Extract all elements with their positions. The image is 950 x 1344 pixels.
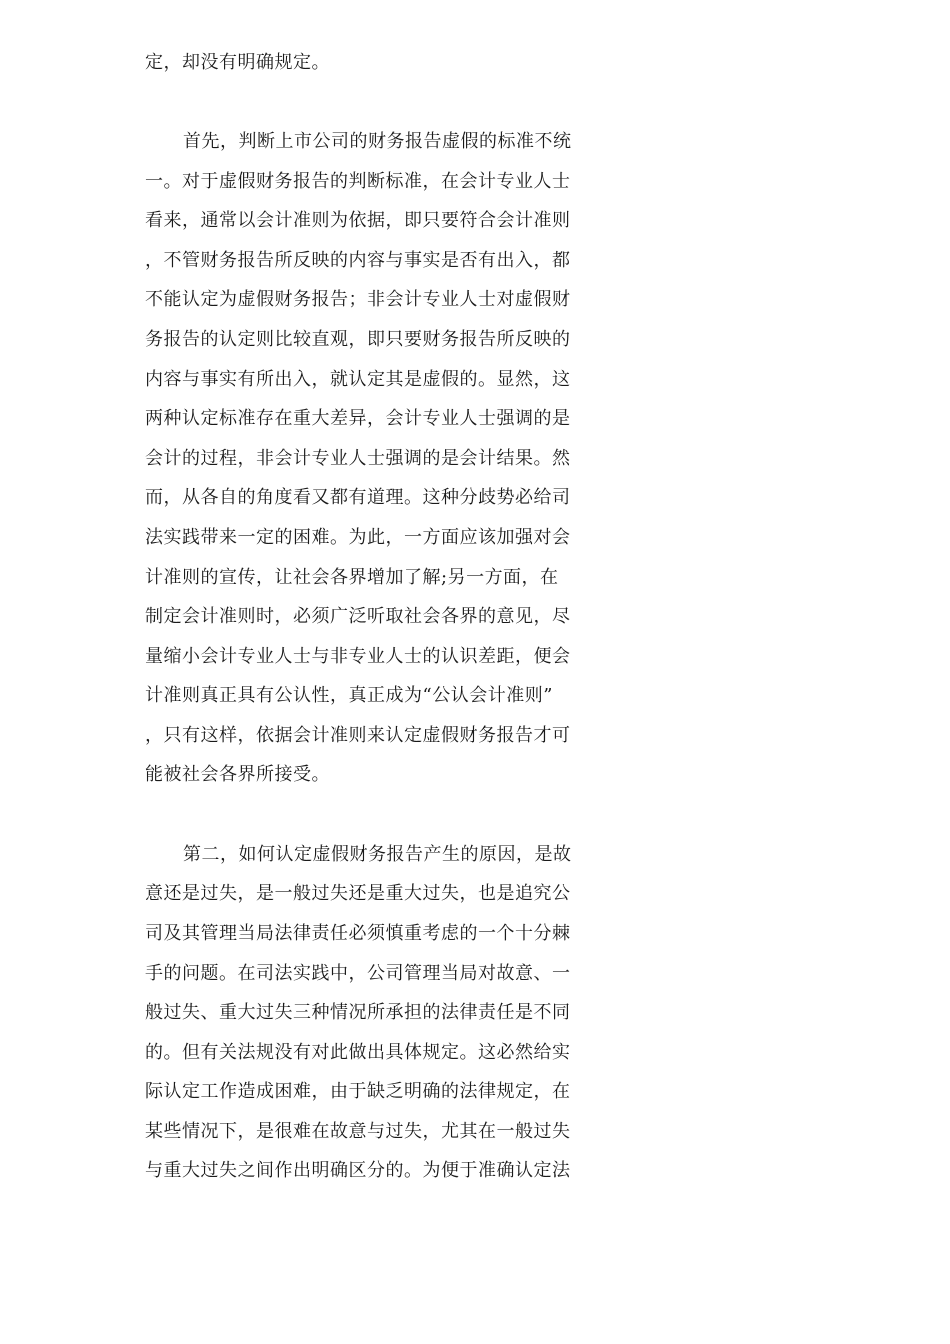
text-line: 看来，通常以会计准则为依据，即只要符合会计准则 <box>145 210 571 231</box>
text-line: 首先，判断上市公司的财务报告虚假的标准不统 <box>183 131 572 152</box>
text-line: 务报告的认定则比较直观，即只要财务报告所反映的 <box>145 329 571 350</box>
text-line: 的。但有关法规没有对此做出具体规定。这必然给实 <box>145 1042 571 1063</box>
text-line: 能被社会各界所接受。 <box>145 764 330 785</box>
text-line: 不能认定为虚假财务报告；非会计专业人士对虚假财 <box>145 289 571 310</box>
text-line: 际认定工作造成困难，由于缺乏明确的法律规定，在 <box>145 1081 571 1102</box>
text-line: 般过失、重大过失三种情况所承担的法律责任是不同 <box>145 1002 571 1023</box>
text-line: 会计的过程，非会计专业人士强调的是会计结果。然 <box>145 448 571 469</box>
text-line: 意还是过失，是一般过失还是重大过失，也是追究公 <box>145 883 571 904</box>
text-line: 量缩小会计专业人士与非专业人士的认识差距，便会 <box>145 646 571 667</box>
text-line: 内容与事实有所出入，就认定其是虚假的。显然，这 <box>145 369 571 390</box>
text-line: 手的问题。在司法实践中，公司管理当局对故意、一 <box>145 963 571 984</box>
text-line: 两种认定标准存在重大差异，会计专业人士强调的是 <box>145 408 571 429</box>
text-line: 与重大过失之间作出明确区分的。为便于准确认定法 <box>145 1160 571 1181</box>
text-line: 一。对于虚假财务报告的判断标准，在会计专业人士 <box>145 171 571 192</box>
text-line: 某些情况下，是很难在故意与过失，尤其在一般过失 <box>145 1121 571 1142</box>
text-line: 计准则真正具有公认性，真正成为“公认会计准则” <box>145 685 553 706</box>
text-line: 法实践带来一定的困难。为此，一方面应该加强对会 <box>145 527 571 548</box>
text-line: 第二，如何认定虚假财务报告产生的原因，是故 <box>183 844 572 865</box>
text-line: 司及其管理当局法律责任必须慎重考虑的一个十分棘 <box>145 923 571 944</box>
text-line: 定，却没有明确规定。 <box>145 52 330 73</box>
text-line: 制定会计准则时，必须广泛听取社会各界的意见，尽 <box>145 606 571 627</box>
text-line: 而，从各自的角度看又都有道理。这种分歧势必给司 <box>145 487 571 508</box>
text-line: 计准则的宣传，让社会各界增加了解;另一方面，在 <box>145 567 559 588</box>
text-line: ，不管财务报告所反映的内容与事实是否有出入，都 <box>145 250 571 271</box>
text-line: ，只有这样，依据会计准则来认定虚假财务报告才可 <box>145 725 571 746</box>
